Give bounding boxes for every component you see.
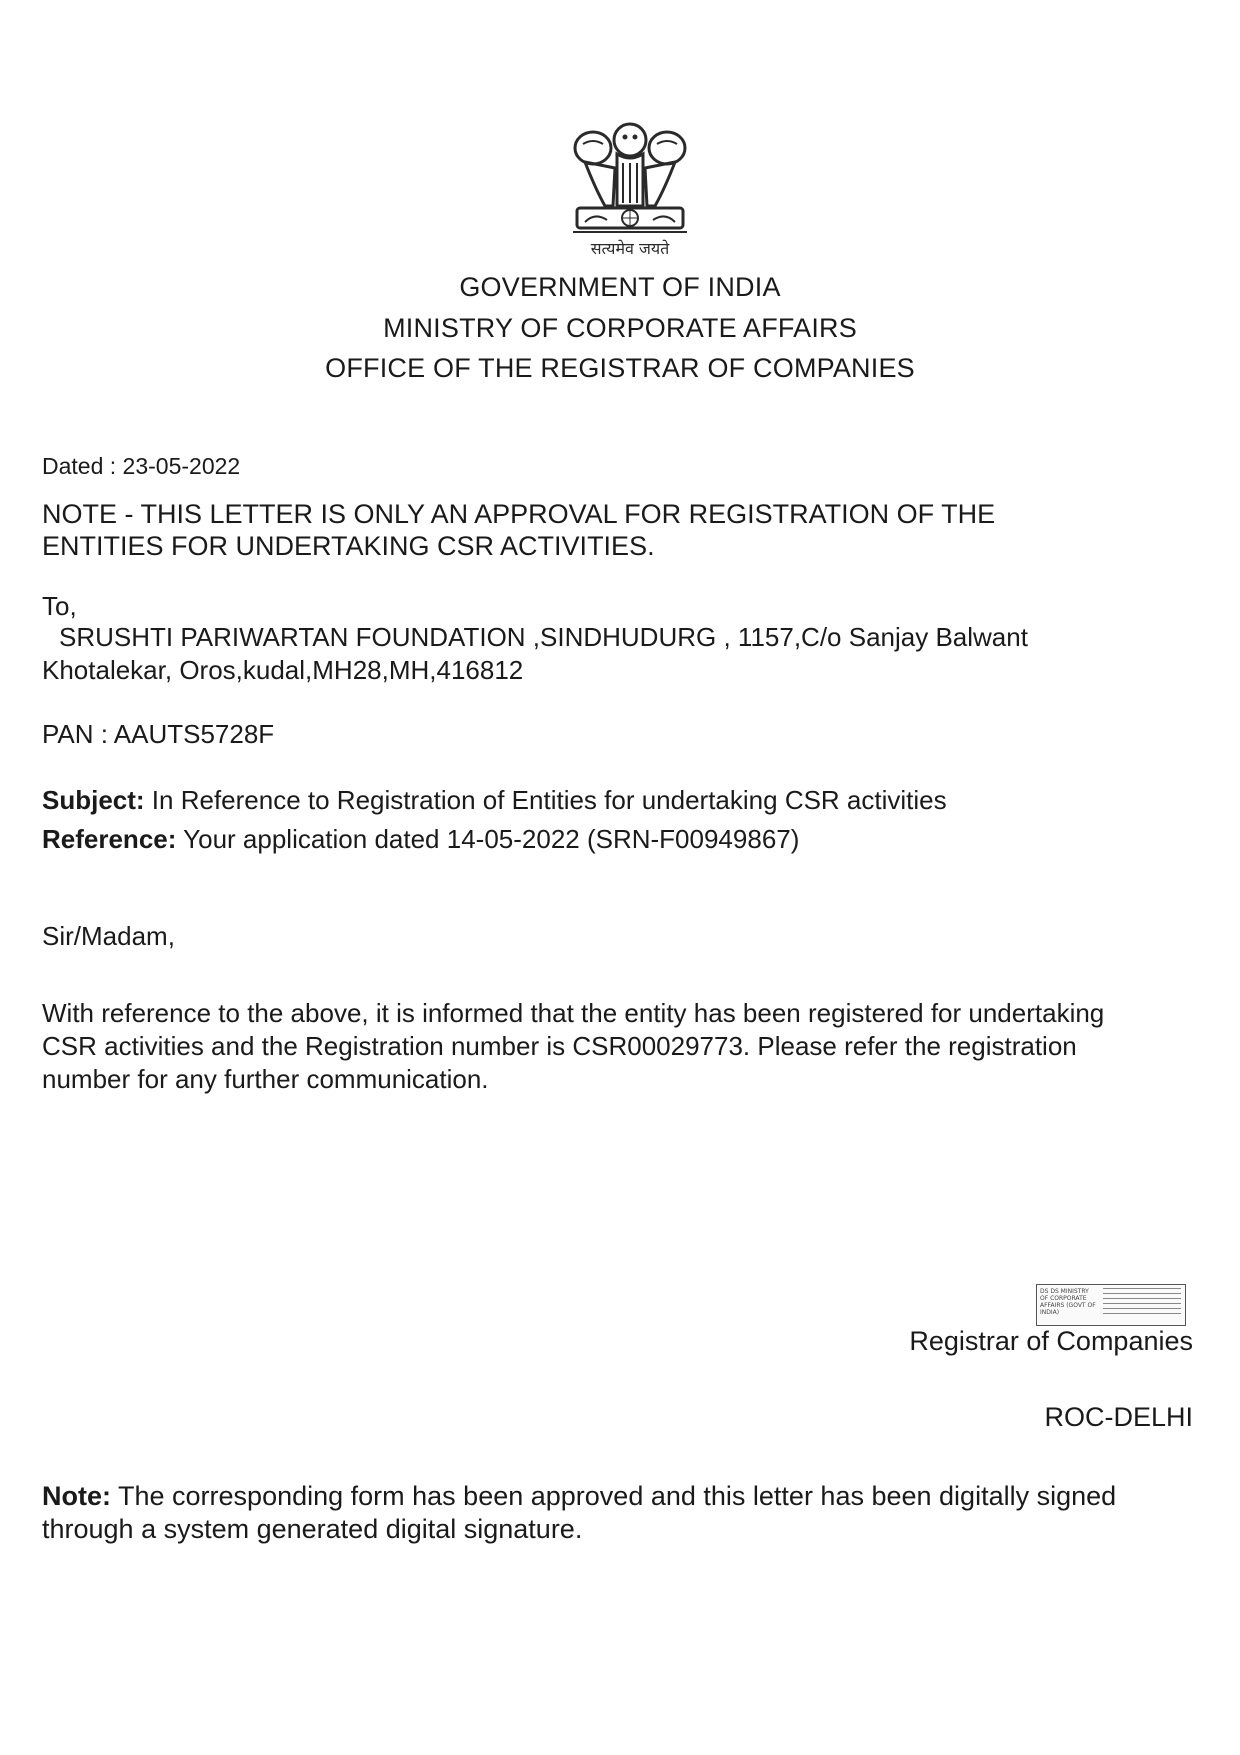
footer-note-label: Note: <box>42 1481 111 1511</box>
digital-signature-stamp <box>1036 1284 1186 1326</box>
subject-label: Subject: <box>42 785 145 815</box>
reference-text: Your application dated 14-05-2022 (SRN-F00949867) <box>176 824 800 854</box>
salutation: Sir/Madam, <box>42 921 175 951</box>
signature-detail-lines <box>1103 1288 1181 1320</box>
letter-date: Dated : 23-05-2022 <box>42 453 241 479</box>
footer-note-line-2: through a system generated digital signature. <box>42 1514 583 1544</box>
header-ministry: MINISTRY OF CORPORATE AFFAIRS <box>383 313 857 343</box>
body-line-2: CSR activities and the Registration number is CSR00029773. Please refer the registration <box>42 1031 1077 1061</box>
header-government: GOVERNMENT OF INDIA <box>459 272 781 302</box>
footer-note-line-1 <box>42 1480 1202 1513</box>
registrar-title: Registrar of Companies <box>909 1326 1193 1356</box>
national-emblem-icon <box>555 118 705 268</box>
emblem-motto: सत्यमेव जयते <box>590 239 670 258</box>
reference-line <box>42 823 1202 856</box>
approval-note-line-2: ENTITIES FOR UNDERTAKING CSR ACTIVITIES. <box>42 531 655 561</box>
body-paragraph <box>42 997 1212 1096</box>
approval-note <box>42 498 1202 562</box>
signature-stamp-text: DS DS MINISTRY OF CORPORATE AFFAIRS (GOVT OF INDIA) <box>1040 1288 1096 1316</box>
reference-label: Reference: <box>42 824 177 854</box>
footer-note-text: The corresponding form has been approved and this letter has been digitally signed <box>111 1481 1117 1511</box>
subject-text: In Reference to Registration of Entities for undertaking CSR activities <box>144 785 947 815</box>
body-line-3: number for any further communication. <box>42 1064 489 1094</box>
address-line-1: SRUSHTI PARIWARTAN FOUNDATION ,SINDHUDURG , 1157,C/o Sanjay Balwant <box>59 622 1028 652</box>
header-office: OFFICE OF THE REGISTRAR OF COMPANIES <box>325 353 915 383</box>
approval-note-line-1: NOTE - THIS LETTER IS ONLY AN APPROVAL FOR REGISTRATION OF THE <box>42 499 996 529</box>
subject-line <box>42 784 1202 817</box>
footer-note <box>42 1480 1202 1546</box>
registrar-office: ROC-DELHI <box>1044 1402 1193 1432</box>
address-line-2: Khotalekar, Oros,kudal,MH28,MH,416812 <box>42 655 524 685</box>
body-line-1: With reference to the above, it is informed that the entity has been registered for undertaking <box>42 998 1105 1028</box>
to-label: To, <box>42 591 77 621</box>
pan-number: PAN : AAUTS5728F <box>42 719 275 749</box>
recipient-address <box>42 621 1202 687</box>
